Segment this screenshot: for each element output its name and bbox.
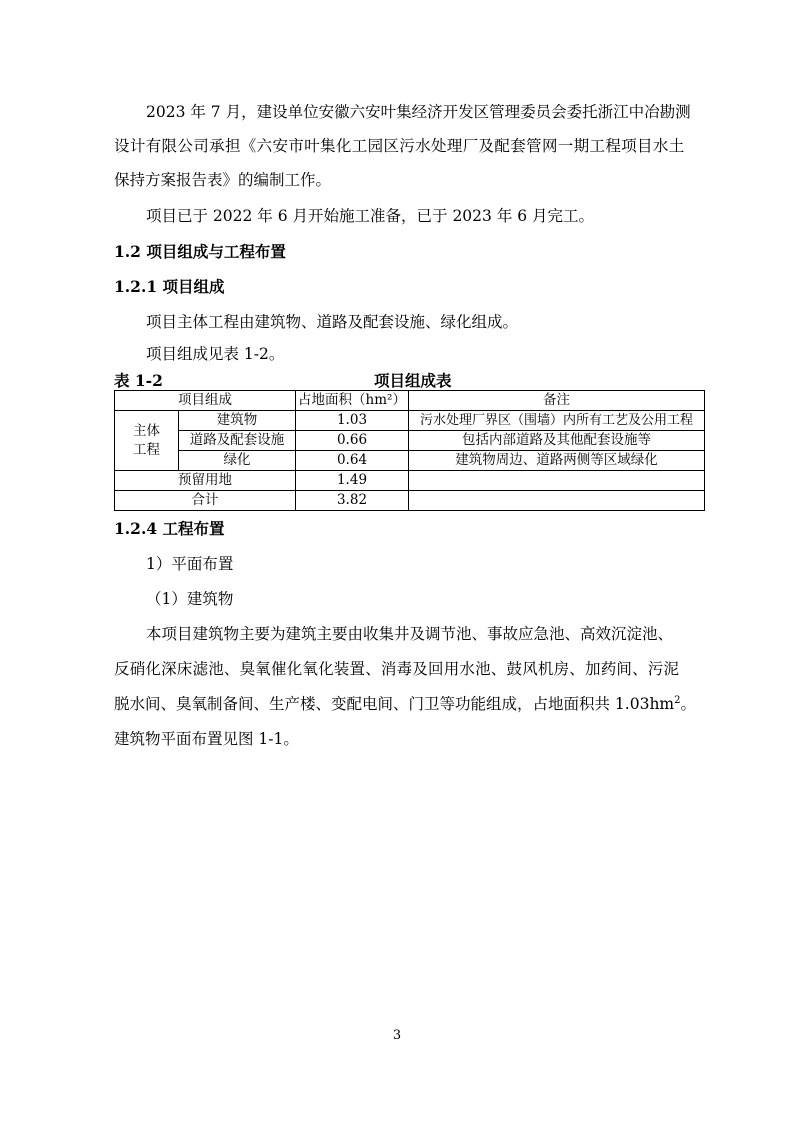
building-line-3 — [114, 692, 696, 714]
intro-line-3: 保持方案报告表》的编制工作。 — [114, 171, 332, 189]
header-area: 占地面积（hm²） — [296, 391, 409, 411]
total-remark — [409, 491, 705, 511]
intro-line-2: 设计有限公司承担《六安市叶集化工园区污水处理厂及配套管网一期工程项目水土 — [114, 137, 685, 155]
layout-subheading: 1）平面布置 — [146, 555, 234, 573]
row-remark: 污水处理厂界区（围墙）内所有工艺及公用工程 — [409, 411, 705, 431]
row-area: 0.66 — [296, 431, 409, 451]
row-area: 1.03 — [296, 411, 409, 431]
intro-line-1: 2023 年 7 月，建设单位安徽六安叶集经济开发区管理委员会委托浙江中冶勘测 — [146, 103, 691, 121]
row-name: 道路及配套设施 — [179, 431, 296, 451]
building-line-2: 反硝化深床滤池、臭氧催化氧化装置、消毒及回用水池、鼓风机房、加药间、污泥 — [114, 660, 680, 678]
building-line-1: 本项目建筑物主要为建筑主要由收集井及调节池、事故应急池、高效沉淀池、 — [146, 625, 674, 643]
composition-table — [114, 390, 705, 511]
page-number: 3 — [392, 1028, 402, 1043]
section-heading-1-2-1: 1.2.1 项目组成 — [114, 277, 225, 296]
total-area: 3.82 — [296, 491, 409, 511]
row-remark: 包括内部道路及其他配套设施等 — [409, 431, 705, 451]
table-row — [115, 411, 705, 431]
table-header-row — [115, 391, 705, 411]
building-line-4: 建筑物平面布置见图 1-1。 — [114, 730, 299, 748]
table-row-total — [115, 491, 705, 511]
table-title: 项目组成表 — [374, 371, 452, 390]
table-row — [115, 451, 705, 471]
intro-line-4: 项目已于 2022 年 6 月开始施工准备，已于 2023 年 6 月完工。 — [146, 207, 595, 225]
table-row — [115, 431, 705, 451]
table-number: 表 1-2 — [114, 371, 163, 390]
reserved-name: 预留用地 — [115, 471, 296, 491]
total-name: 合计 — [115, 491, 296, 511]
building-subheading: （1）建筑物 — [146, 590, 234, 608]
superscript-two: 2 — [674, 694, 681, 706]
composition-text-2: 项目组成见表 1-2。 — [146, 345, 285, 363]
row-remark: 建筑物周边、道路两侧等区域绿化 — [409, 451, 705, 471]
building-line-3-end: 。 — [680, 695, 697, 713]
section-heading-1-2: 1.2 项目组成与工程布置 — [114, 242, 286, 261]
reserved-area: 1.49 — [296, 471, 409, 491]
header-component: 项目组成 — [115, 391, 296, 411]
header-remark: 备注 — [409, 391, 705, 411]
row-area: 0.64 — [296, 451, 409, 471]
building-line-3-text: 脱水间、臭氧制备间、生产楼、变配电间、门卫等功能组成，占地面积共 1.03hm — [114, 695, 675, 713]
row-name: 建筑物 — [179, 411, 296, 431]
section-heading-1-2-4: 1.2.4 工程布置 — [114, 519, 225, 538]
composition-text-1: 项目主体工程由建筑物、道路及配套设施、绿化组成。 — [146, 313, 519, 331]
table-row-reserved — [115, 471, 705, 491]
row-name: 绿化 — [179, 451, 296, 471]
reserved-remark — [409, 471, 705, 491]
group-label-main-works: 主体 工程 — [115, 411, 179, 471]
